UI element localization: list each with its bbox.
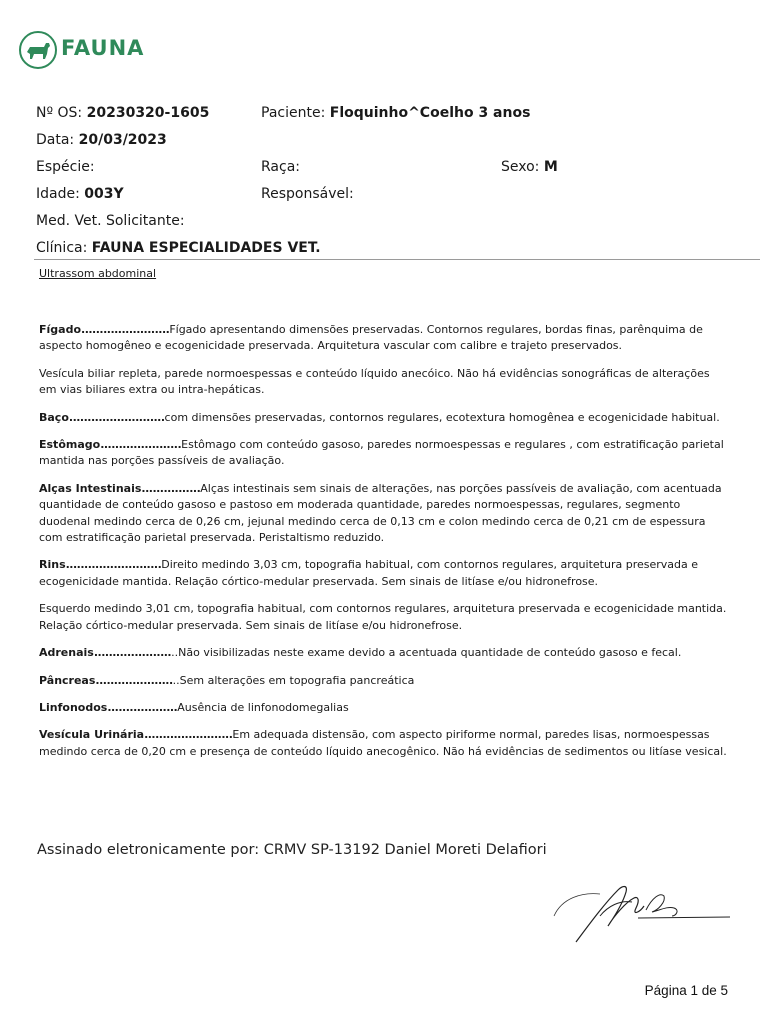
- report-paragraph: [39, 437, 729, 470]
- report-text: Ausência de linfonodomegalias: [177, 700, 349, 714]
- report-heading: Adrenais: [39, 646, 94, 660]
- report-heading: Baço: [39, 410, 69, 424]
- report-heading: Fígado: [39, 323, 82, 336]
- brand-logo: [18, 30, 144, 70]
- age-label: Idade:: [36, 186, 80, 202]
- report-paragraph: [39, 322, 729, 355]
- report-text: ..Não visibilizadas neste exame devido a acentuada quantidade de conteúdo gasoso e fecal.: [171, 646, 682, 660]
- report-paragraph: [39, 700, 729, 716]
- report-heading: Pâncreas: [39, 673, 96, 687]
- sex-label: Sexo:: [501, 159, 540, 175]
- report-dots: ................: [141, 481, 201, 495]
- report-paragraph: [39, 366, 729, 399]
- report-text: Estômago com conteúdo gasoso, paredes normoespessas e regulares , com estratificação parietal mantida nas porções passíveis de avaliação.: [39, 438, 724, 468]
- report-text: Direito medindo 3,03 cm, topografia habitual, com contornos regulares, arquitetura preservada e ecogenicidade mantida. Relação córtico-medular preservada. Sem sinais de litíase e/ou hidronefrose.: [39, 558, 698, 588]
- clinic-value: FAUNA ESPECIALIDADES VET.: [91, 240, 321, 256]
- report-dots: ........................: [144, 728, 233, 742]
- os-label: Nº OS:: [36, 105, 83, 121]
- report-dots: ..........................: [68, 410, 165, 424]
- breed-label: Raça:: [261, 159, 300, 175]
- report-heading: Rins: [39, 558, 66, 572]
- exam-type: Ultrassom abdominal: [39, 267, 157, 280]
- report-heading: Estômago: [39, 438, 101, 452]
- report-paragraph: [39, 601, 729, 634]
- report-text: Esquerdo medindo 3,01 cm, topografia habitual, com contornos regulares, arquitetura preservada e ecogenicidade mantida. Relação córtico-medular preservada. Sem sinais de litíase e/ou hidronefrose.: [39, 602, 727, 632]
- clinic-label: Clínica:: [36, 240, 88, 256]
- report-dots: .....................: [93, 646, 172, 660]
- report-paragraph: [39, 727, 729, 760]
- dog-icon: [18, 30, 58, 70]
- vet-label: Med. Vet. Solicitante:: [36, 213, 185, 229]
- page-number: Página 1 de 5: [644, 983, 728, 998]
- os-value: 20230320-1605: [86, 105, 210, 121]
- report-paragraph: [39, 410, 729, 426]
- report-heading: Linfonodos: [39, 700, 108, 714]
- report-heading: Vesícula Urinária: [39, 728, 145, 742]
- date-value: 20/03/2023: [78, 132, 167, 148]
- report-paragraph: [39, 481, 729, 547]
- report-dots: ......................: [100, 438, 182, 452]
- sex-value: M: [543, 159, 558, 175]
- owner-label: Responsável:: [261, 186, 354, 202]
- date-label: Data:: [36, 132, 75, 148]
- report-text: com dimensões preservadas, contornos regulares, ecotextura homogênea e ecogenicidade habitual.: [164, 410, 720, 424]
- report-text: Em adequada distensão, com aspecto piriforme normal, paredes lisas, normoespessas medindo cerca de 0,20 cm e presença de conteúdo líquido anecogênico. Não há evidências de sedimentos ou litíase vesical.: [39, 728, 727, 758]
- patient-label: Paciente:: [261, 105, 326, 121]
- species-label: Espécie:: [36, 159, 95, 175]
- patient-value: Floquinho^Coelho 3 anos: [329, 105, 531, 121]
- report-body: [39, 322, 729, 771]
- report-dots: ........................: [81, 323, 170, 336]
- report-dots: .....................: [95, 673, 173, 687]
- report-text: Vesícula biliar repleta, parede normoespessas e conteúdo líquido anecóico. Não há evidências sonográficas de alterações em vias biliares extra ou intra-hepáticas.: [39, 366, 710, 397]
- header-divider: [34, 259, 760, 260]
- patient-header: [36, 100, 760, 262]
- age-value: 003Y: [84, 186, 124, 202]
- report-heading: Alças Intestinais: [39, 481, 142, 495]
- report-paragraph: [39, 673, 729, 689]
- report-text: ..Sem alterações em topografia pancreática: [172, 673, 415, 687]
- report-dots: ..........................: [65, 558, 162, 572]
- brand-name: FAUNA: [61, 36, 145, 60]
- report-dots: ...................: [107, 700, 178, 714]
- report-paragraph: [39, 557, 729, 590]
- handwritten-signature: [548, 876, 738, 948]
- report-paragraph: [39, 645, 729, 661]
- report-text: Fígado apresentando dimensões preservadas. Contornos regulares, bordas finas, parênquima de aspecto homogêneo e ecogenicidade preservada. Arquitetura vascular com calibre e trajeto preservados.: [39, 323, 703, 353]
- report-text: Alças intestinais sem sinais de alterações, nas porções passíveis de avaliação, com acentuada quantidade de conteúdo gasoso e pastoso em moderada quantidade, paredes normoespessas, regulares, segmento duodenal medindo cerca de 0,26 cm, jejunal medindo cerca de 0,13 cm e colon medindo cerca de 0,21 cm de espessura com estratificação parietal preservada. Peristaltismo reduzido.: [39, 481, 722, 545]
- electronic-signature-text: Assinado eletronicamente por: CRMV SP-13192 Daniel Moreti Delafiori: [37, 842, 547, 858]
